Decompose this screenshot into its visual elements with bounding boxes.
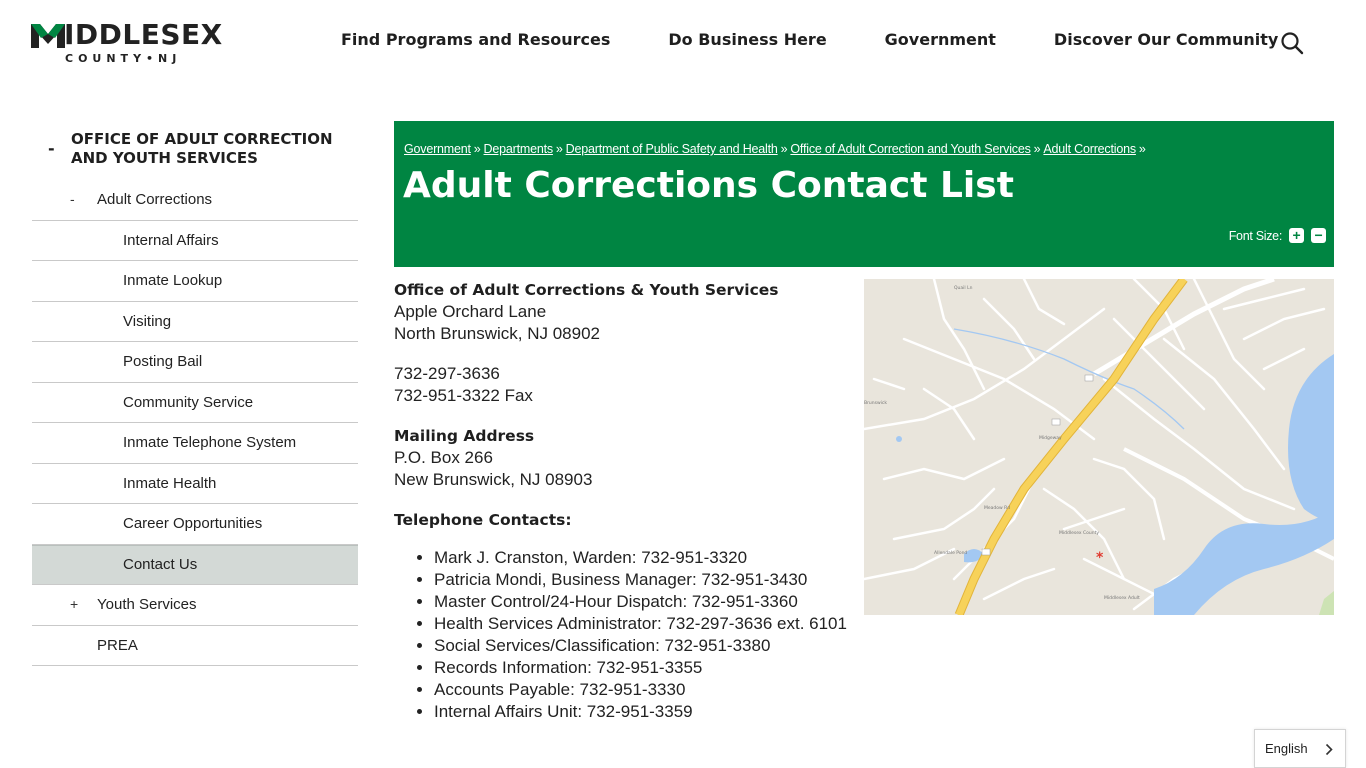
telephone-heading-block [394, 509, 864, 531]
sidebar-nav [32, 121, 358, 666]
telephone-heading: Telephone Contacts: [394, 511, 572, 529]
svg-text:Brunswick: Brunswick [864, 401, 887, 406]
breadcrumb-separator: » [780, 142, 788, 156]
list-item: • Records Information: 732-951-3355 [434, 657, 864, 679]
list-item: • Patricia Mondi, Business Manager: 732-951-3430 [434, 569, 864, 591]
breadcrumb-separator: » [1033, 142, 1041, 156]
font-size-label: Font Size: [1228, 228, 1282, 243]
font-size-control [1229, 228, 1326, 243]
sidebar-item-label: Career Opportunities [123, 515, 263, 533]
list-item: • Master Control/24-Hour Dispatch: 732-951-3360 [434, 591, 864, 613]
address-line-1: Apple Orchard Lane [394, 302, 547, 321]
mailing-line-2: New Brunswick, NJ 08903 [394, 470, 593, 489]
page-title: Adult Corrections Contact List [403, 165, 1014, 206]
sidebar-item-adult-corrections[interactable] [32, 180, 358, 221]
site-header [0, 0, 1366, 90]
font-increase-button[interactable]: + [1289, 228, 1304, 243]
sidebar-item-inmate-health[interactable] [32, 464, 358, 505]
nav-discover-community[interactable]: Discover Our Community [1053, 30, 1279, 49]
mailing-line-1: P.O. Box 266 [394, 448, 493, 467]
sidebar-item-visiting[interactable] [32, 302, 358, 343]
breadcrumb-office-adult-correction[interactable]: Office of Adult Correction and Youth Services [790, 142, 1031, 156]
sidebar-heading-label: OFFICE OF ADULT CORRECTION AND YOUTH SERVICES [71, 130, 333, 167]
nav-do-business[interactable]: Do Business Here [668, 30, 827, 49]
sidebar-item-inmate-telephone[interactable] [32, 423, 358, 464]
office-name: Office of Adult Corrections & Youth Services [394, 281, 779, 299]
mailing-heading: Mailing Address [394, 427, 535, 445]
logo-m-mark-icon [31, 22, 65, 48]
breadcrumb-separator: » [473, 142, 481, 156]
page-banner [394, 121, 1334, 267]
sidebar-item-label: Inmate Lookup [123, 272, 223, 290]
map-graphic [864, 279, 1334, 615]
sidebar-item-label: Youth Services [97, 596, 197, 614]
collapse-toggle[interactable]: - [70, 191, 75, 207]
sidebar-item-label: PREA [97, 636, 138, 654]
breadcrumb-separator: » [1138, 142, 1146, 156]
sidebar-item-label: Visiting [123, 312, 172, 330]
breadcrumb-adult-corrections[interactable]: Adult Corrections [1043, 142, 1136, 156]
mailing-address-block [394, 425, 864, 491]
sidebar-item-contact-us[interactable] [32, 545, 358, 586]
collapse-toggle[interactable]: - [48, 139, 55, 158]
nav-government[interactable]: Government [884, 30, 996, 49]
search-icon[interactable] [1280, 31, 1304, 55]
svg-text:Allendale Pond: Allendale Pond [934, 551, 968, 556]
logo-wordmark: IDDLESEX [64, 18, 223, 51]
phone-block [394, 363, 864, 407]
svg-text:Middlesex County: Middlesex County [1059, 531, 1100, 536]
list-item: • Accounts Payable: 732-951-3330 [434, 679, 864, 701]
breadcrumb-public-safety[interactable]: Department of Public Safety and Health [565, 142, 778, 156]
list-item: • Social Services/Classification: 732-951-3380 [434, 635, 864, 657]
sidebar-item-community-service[interactable] [32, 383, 358, 424]
breadcrumb [404, 142, 1149, 156]
expand-toggle[interactable]: + [70, 596, 79, 612]
list-item: • Health Services Administrator: 732-297-3636 ext. 6101 [434, 613, 864, 635]
sidebar-item-label: Contact Us [123, 556, 198, 574]
list-item: • Internal Affairs Unit: 732-951-3359 [434, 701, 864, 723]
contact-content [394, 279, 864, 723]
sidebar-item-label: Posting Bail [123, 353, 203, 371]
nav-find-programs[interactable]: Find Programs and Resources [341, 30, 611, 49]
main-nav [341, 30, 1278, 49]
sidebar-item-internal-affairs[interactable] [32, 221, 358, 262]
location-map[interactable] [864, 279, 1334, 615]
breadcrumb-departments[interactable]: Departments [483, 142, 553, 156]
sidebar-item-label: Adult Corrections [97, 191, 213, 209]
sidebar-item-posting-bail[interactable] [32, 342, 358, 383]
breadcrumb-separator: » [555, 142, 563, 156]
breadcrumb-government[interactable]: Government [404, 142, 471, 156]
telephone-contacts-list [394, 547, 864, 723]
sidebar-item-youth-services[interactable] [32, 585, 358, 626]
svg-text:Quail Ln: Quail Ln [954, 286, 973, 291]
language-label: English [1265, 741, 1308, 756]
chevron-right-icon [1325, 743, 1333, 756]
middlesex-county-logo[interactable] [31, 20, 236, 68]
sidebar-item-label: Internal Affairs [123, 231, 219, 249]
map-marker-icon[interactable]: * [1096, 550, 1104, 566]
fax-number: 732-951-3322 Fax [394, 386, 533, 405]
svg-text:Meadow Rd: Meadow Rd [984, 506, 1011, 511]
sidebar-heading[interactable] [32, 121, 358, 180]
sidebar-item-inmate-lookup[interactable] [32, 261, 358, 302]
logo-subtitle: COUNTY•NJ [65, 52, 182, 65]
font-decrease-button[interactable]: − [1311, 228, 1326, 243]
main-phone[interactable]: 732-297-3636 [394, 364, 500, 383]
sidebar-item-career-opportunities[interactable] [32, 504, 358, 545]
svg-text:Midgeway: Midgeway [1039, 436, 1062, 441]
sidebar-item-label: Inmate Telephone System [123, 434, 297, 452]
sidebar-item-label: Community Service [123, 393, 254, 411]
svg-text:Middlesex Adult: Middlesex Adult [1104, 596, 1140, 601]
office-address-block [394, 279, 864, 345]
sidebar-item-prea[interactable] [32, 626, 358, 667]
list-item: • Mark J. Cranston, Warden: 732-951-3320 [434, 547, 864, 569]
sidebar-item-label: Inmate Health [123, 474, 217, 492]
language-selector[interactable] [1254, 729, 1346, 768]
address-line-2: North Brunswick, NJ 08902 [394, 324, 600, 343]
